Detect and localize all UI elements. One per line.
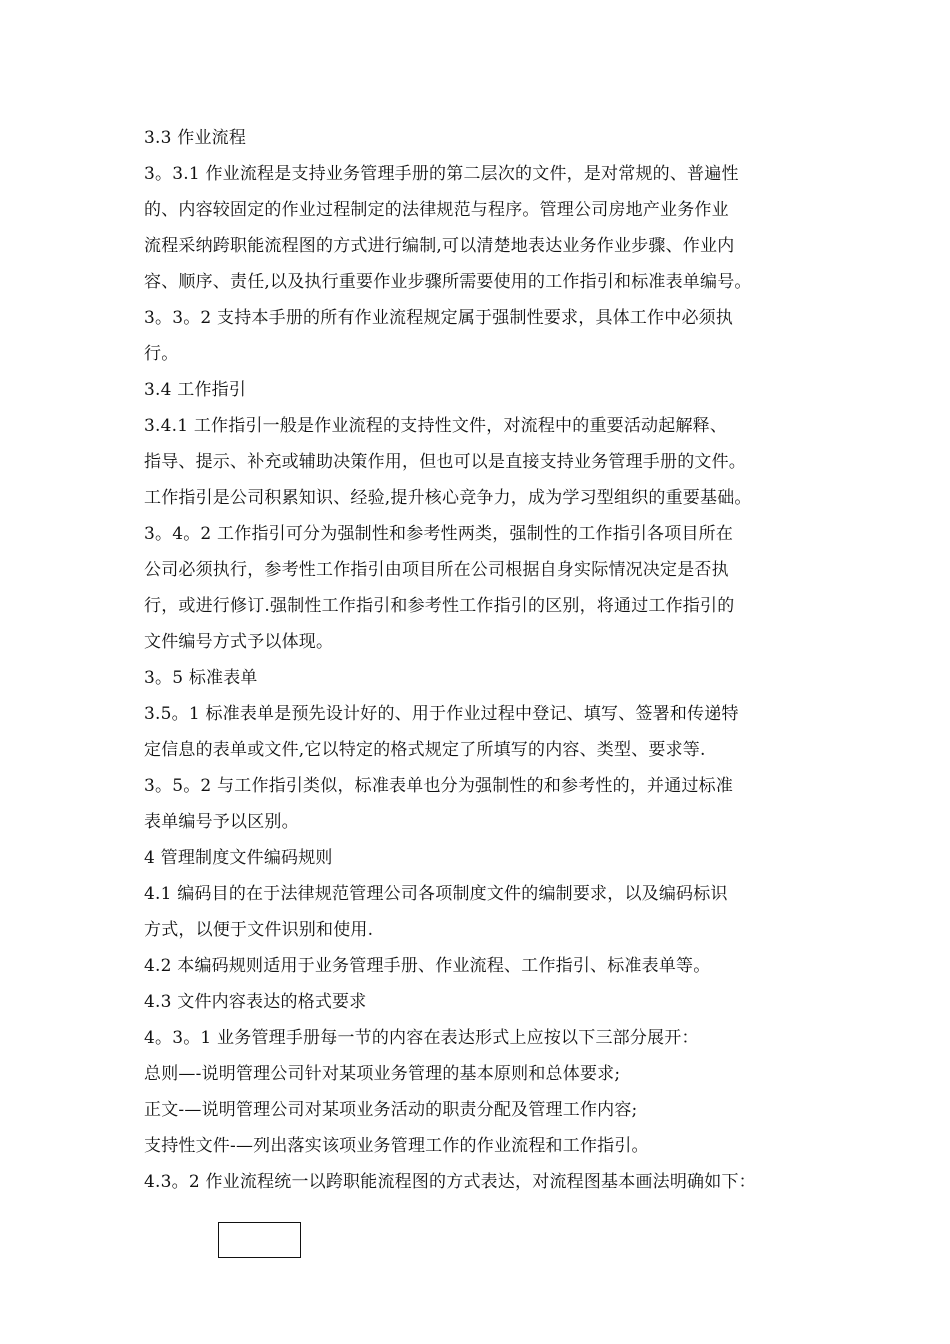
heading-4: 4 管理制度文件编码规则 (144, 848, 333, 868)
paragraph-line: 4.1 编码目的在于法律规范管理公司各项制度文件的编制要求，以及编码标识 (144, 884, 728, 904)
paragraph-line: 表单编号予以区别。 (144, 812, 299, 832)
paragraph-line: 指导、提示、补充或辅助决策作用，但也可以是直接支持业务管理手册的文件。 (144, 452, 746, 472)
flowchart-process-box (218, 1222, 301, 1258)
paragraph-line: 流程采纳跨职能流程图的方式进行编制,可以清楚地表达业务作业步骤、作业内 (144, 236, 735, 256)
paragraph-line: 文件编号方式予以体现。 (144, 632, 334, 652)
paragraph-line: 总则—-说明管理公司针对某项业务管理的基本原则和总体要求; (144, 1064, 621, 1084)
paragraph-line: 公司必须执行，参考性工作指引由项目所在公司根据自身实际情况决定是否执 (144, 560, 729, 580)
document-body (144, 120, 824, 1200)
paragraph-line: 容、顺序、责任,以及执行重要作业步骤所需要使用的工作指引和标准表单编号。 (144, 272, 752, 292)
paragraph-line: 3。3。2 支持本手册的所有作业流程规定属于强制性要求，具体工作中必须执 (144, 308, 734, 328)
paragraph-line: 工作指引是公司积累知识、经验,提升核心竞争力，成为学习型组织的重要基础。 (144, 488, 752, 508)
paragraph-line: 3.5。1 标准表单是预先设计好的、用于作业过程中登记、填写、签署和传递特 (144, 704, 739, 724)
paragraph-line: 3。4。2 工作指引可分为强制性和参考性两类，强制性的工作指引各项目所在 (144, 524, 734, 544)
heading-3-4: 3.4 工作指引 (144, 380, 247, 400)
paragraph-line: 定信息的表单或文件,它以特定的格式规定了所填写的内容、类型、要求等. (144, 740, 706, 760)
paragraph-line: 方式，以便于文件识别和使用. (144, 920, 374, 940)
heading-3-5: 3。5 标准表单 (144, 668, 258, 688)
paragraph-line: 3.4.1 工作指引一般是作业流程的支持性文件，对流程中的重要活动起解释、 (144, 416, 728, 436)
paragraph-line: 正文-—说明管理公司对某项业务活动的职责分配及管理工作内容; (144, 1100, 638, 1120)
paragraph-line: 3。5。2 与工作指引类似，标准表单也分为强制性的和参考性的，并通过标准 (144, 776, 734, 796)
heading-3-3: 3.3 作业流程 (144, 128, 247, 148)
paragraph-line: 行，或进行修订.强制性工作指引和参考性工作指引的区别，将通过工作指引的 (144, 596, 735, 616)
paragraph-line: 4.2 本编码规则适用于业务管理手册、作业流程、工作指引、标准表单等。 (144, 956, 711, 976)
heading-4-3: 4.3 文件内容表达的格式要求 (144, 992, 367, 1012)
paragraph-line: 4.3。2 作业流程统一以跨职能流程图的方式表达，对流程图基本画法明确如下： (144, 1172, 756, 1192)
paragraph-line: 4。3。1 业务管理手册每一节的内容在表达形式上应按以下三部分展开： (144, 1028, 699, 1048)
paragraph-line: 3。3.1 作业流程是支持业务管理手册的第二层次的文件，是对常规的、普遍性 (144, 164, 739, 184)
paragraph-line: 行。 (144, 344, 179, 364)
paragraph-line: 的、内容较固定的作业过程制定的法律规范与程序。管理公司房地产业务作业 (144, 200, 729, 220)
paragraph-line: 支持性文件-—列出落实该项业务管理工作的作业流程和工作指引。 (144, 1136, 649, 1156)
